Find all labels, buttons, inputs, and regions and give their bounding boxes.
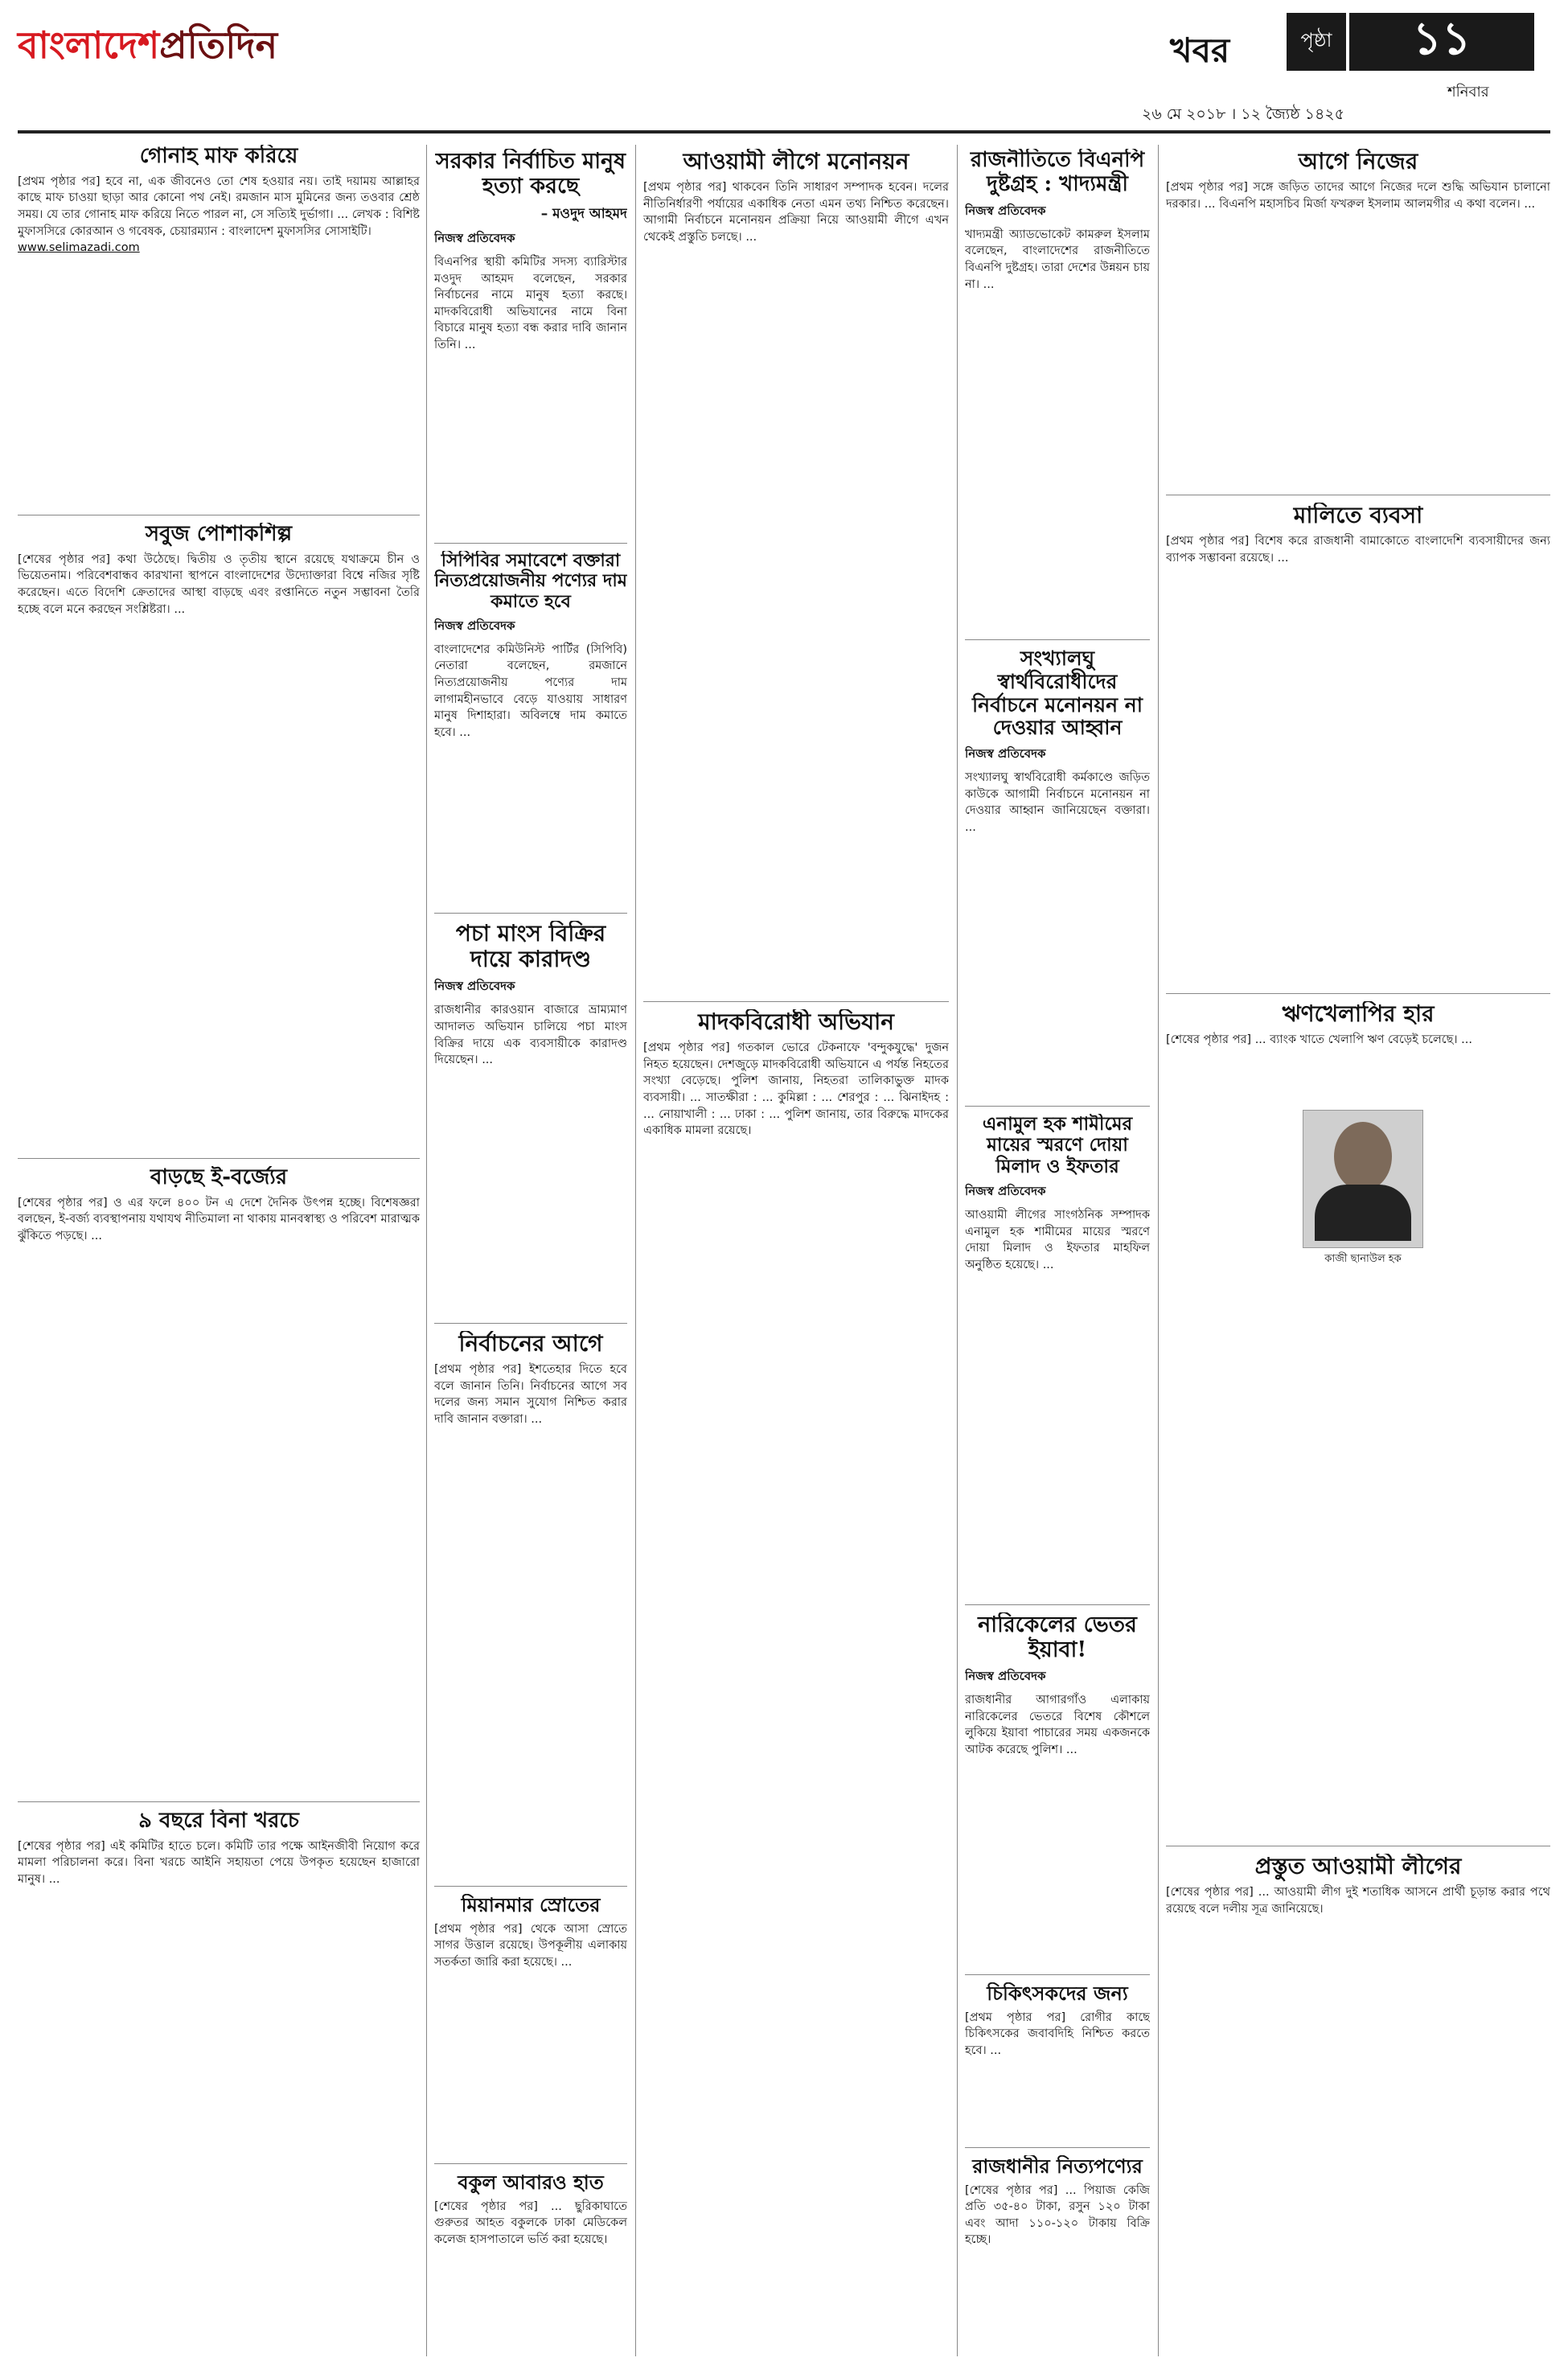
article-divider: [18, 1158, 420, 1159]
headline: আওয়ামী লীগে মনোনয়ন: [683, 149, 909, 175]
article-divider: [434, 913, 627, 914]
article-malite[interactable]: [1166, 503, 1550, 985]
column-divider: [1158, 145, 1159, 2356]
headline: রাজনীতিতে বিএনপি দুষ্টগ্রহ : খাদ্যমন্ত্রী: [970, 149, 1145, 196]
headline: বকুল আবারও হাত: [458, 2171, 604, 2194]
article-sipib[interactable]: [434, 551, 627, 905]
logo-part2: প্রতিদিন: [159, 23, 278, 67]
masthead-rule: [18, 130, 1550, 133]
article-madok[interactable]: [643, 1009, 949, 2356]
article-divider: [18, 1801, 420, 1802]
headline: নির্বাচনের আগে: [458, 1331, 603, 1357]
article-age[interactable]: [1166, 149, 1550, 487]
column-divider: [635, 145, 636, 2356]
article-body: [শেষের পৃষ্ঠার পর] এই কমিটির হাতে চলে। কমিটি তার পক্ষে আইনজীবী নিয়োগ করে মামলা পরিচালনা করে। বিনা খরচে আইনি সহায়তা পেয়ে উপকৃত হয়েছেন হাজারো মানুষ। ...: [18, 1839, 420, 1887]
article-divider: [965, 2147, 1150, 2148]
article-gonah[interactable]: [18, 145, 420, 507]
article-body: [প্রথম পৃষ্ঠার পর] ইশতেহার দিতে হবে বলে জানান তিনি। নির্বাচনের আগে সব দলের জন্য সমান সুযোগ নিশ্চিত করার দাবি জানান বক্তারা। ...: [434, 1363, 627, 1426]
article-rajdhani[interactable]: [965, 2155, 1150, 2356]
headline: গোনাহ মাফ করিয়ে: [139, 145, 298, 168]
article-divider: [643, 1001, 949, 1002]
article-divider: [434, 543, 627, 544]
article-body: [শেষের পৃষ্ঠার পর] ও এর ফলে ৪০০ টন এ দেশে দৈনিক উৎপন্ন হচ্ছে। বিশেষজ্ঞরা বলছেন, ই-বর্জ্য ব্যবস্থাপনায় যথাযথ নীতিমালা না থাকায় মানবস্বাস্থ্য ও পরিবেশ মারাত্মক ঝুঁকিতে পড়ছে। ...: [18, 1196, 420, 1243]
headline: সংখ্যালঘু স্বার্থবিরোধীদের নির্বাচনে মনোনয়ন না দেওয়ার আহ্বান: [972, 647, 1143, 740]
article-sarkar[interactable]: [434, 149, 627, 535]
article-body: খাদ্যমন্ত্রী অ্যাডভোকেট কামরুল ইসলাম বলেছেন, বাংলাদেশের রাজনীতিতে বিএনপি দুষ্টগ্রহ। তারা দেশের উন্নয়ন চায় না। ...: [965, 228, 1150, 291]
article-sobuj[interactable]: [18, 523, 420, 1150]
article-body: [প্রথম পৃষ্ঠার পর] বিশেষ করে রাজধানী বামাকোতে বাংলাদেশি ব্যবসায়ীদের জন্য ব্যাপক সম্ভাবনা রয়েছে। ...: [1166, 535, 1550, 565]
headline: পচা মাংস বিক্রির দায়ে কারাদণ্ড: [455, 921, 606, 973]
article-boku[interactable]: [434, 2171, 627, 2356]
article-body: রাজধানীর আগারগাঁও এলাকায় নারিকেলের ভেতরে বিশেষ কৌশলে লুকিয়ে ইয়াবা পাচারের সময় একজনকে আটক করেছে পুলিশ। ...: [965, 1694, 1150, 1756]
byline: নিজস্ব প্রতিবেদক: [965, 1669, 1046, 1684]
article-mizan[interactable]: [434, 1894, 627, 2159]
headline: চিকিৎসকদের জন্য: [987, 1982, 1128, 2005]
article-body: [শেষের পৃষ্ঠার পর] ... ব্যাংক খাতে খেলাপি ঋণ বেড়েই চলেছে। ...: [1166, 1033, 1472, 1047]
article-body: [প্রথম পৃষ্ঠার পর] সঙ্গে জড়িত তাদের আগে নিজের দলে শুদ্ধি অভিযান চালানো দরকার। ... বিএনপি মহাসচিব মির্জা ফখরুল ইসলাম আলমগীর এ কথা বলেন। ...: [1166, 181, 1550, 211]
article-divider: [965, 1604, 1150, 1605]
headline: প্রস্তুত আওয়ামী লীগের: [1254, 1854, 1462, 1879]
article-body: [শেষের পৃষ্ঠার পর] ... আওয়ামী লীগ দুই শতাধিক আসনে প্রার্থী চূড়ান্ত করার পথে রয়েছে বলে দলীয় সূত্র জানিয়েছে।: [1166, 1886, 1550, 1916]
photo-body: [1315, 1185, 1411, 1241]
column-divider: [957, 145, 958, 2356]
article-body: বিএনপির স্থায়ী কমিটির সদস্য ব্যারিস্টার মওদুদ আহমদ বলেছেন, সরকার নির্বাচনের নামে মানুষ হত্যা করছে। মাদকবিরোধী অভিযানের নামে বিনা বিচারে মানুষ হত্যা বন্ধ করার দাবি জানান তিনি। ...: [434, 256, 627, 351]
article-body: [শেষের পৃষ্ঠার পর] ... ছুরিকাঘাতে গুরুতর আহত বকুলকে ঢাকা মেডিকেল কলেজ হাসপাতালে ভর্তি করা হয়েছে।: [434, 2199, 627, 2246]
article-body: আওয়ামী লীগের সাংগঠনিক সম্পাদক এনামুল হক শামীমের মায়ের স্মরণে দোয়া মিলাদ ও ইফতার মাহফিল অনুষ্ঠিত হয়েছে। ...: [965, 1209, 1150, 1272]
article-divider: [434, 1323, 627, 1324]
headline: নারিকেলের ভেতর ইয়াবা!: [978, 1612, 1137, 1663]
article-bnp[interactable]: [965, 149, 1150, 631]
page-label: পৃষ্ঠা: [1287, 13, 1346, 71]
headline: সবুজ পোশাকশিল্প: [145, 523, 293, 546]
article-sangkhaloghu[interactable]: [965, 647, 1150, 1098]
page-number: ১১: [1349, 13, 1534, 71]
headline: সিপিবির সমাবেশে বক্তারা নিত্যপ্রয়োজনীয় পণ্যের দাম কমাতে হবে: [434, 551, 627, 612]
quote-author: – মওদুদ আহমদ: [540, 206, 627, 223]
article-divider: [965, 1974, 1150, 1975]
article-body: [শেষের পৃষ্ঠার পর] ... পিয়াজ কেজি প্রতি ৩৫-৪০ টাকা, রসুন ১২০ টাকা এবং আদা ১১০-১২০ টাকায় বিক্রি হচ্ছে।: [965, 2183, 1150, 2247]
byline: নিজস্ব প্রতিবেদক: [434, 979, 515, 994]
byline: নিজস্ব প্রতিবেদক: [434, 618, 515, 633]
article-divider: [434, 2163, 627, 2164]
headline: আগে নিজের: [1298, 149, 1418, 175]
article-link[interactable]: www.selimazadi.com: [18, 241, 140, 255]
article-divider: [1166, 993, 1550, 994]
article-body: বাংলাদেশের কমিউনিস্ট পার্টির (সিপিবি) নেতারা বলেছেন, রমজানে নিত্যপ্রয়োজনীয় পণ্যের দাম লাগামহীনভাবে বেড়ে যাওয়ায় সাধারণ মানুষ দিশাহারা। অবিলম্বে দাম কমাতে হবে। ...: [434, 643, 627, 739]
headline: মিয়ানমার স্রোতের: [461, 1894, 601, 1916]
article-awami[interactable]: [643, 149, 949, 993]
article-enamul[interactable]: [965, 1114, 1150, 1596]
article-body: রাজধানীর কারওয়ান বাজারে ভ্রাম্যমাণ আদালত অভিযান চালিয়ে পচা মাংস বিক্রির দায়ে এক ব্যবসায়ীকে কারাদণ্ড দিয়েছেন। ...: [434, 1004, 627, 1067]
headline: ঋণখেলাপির হার: [1282, 1001, 1435, 1027]
headline: বাড়ছে ই-বর্জ্যের: [150, 1166, 288, 1189]
article-nirbachon[interactable]: [434, 1331, 627, 1878]
column-divider: [426, 145, 427, 2356]
article-pocha[interactable]: [434, 921, 627, 1315]
headline: রাজধানীর নিত্যপণ্যের: [972, 2155, 1143, 2178]
article-body: [শেষের পৃষ্ঠার পর] কথা উঠেছে। দ্বিতীয় ও তৃতীয় স্থানে রয়েছে যথাক্রমে চীন ও ভিয়েতনাম। পরিবেশবান্ধব কারখানা স্থাপনে বাংলাদেশের উদ্যোক্তারা বিশ্বে নজির সৃষ্টি করেছেন। এতে বিদেশি ক্রেতাদের আস্থা বাড়ছে এবং রপ্তানিতে নতুন সম্ভাবনা তৈরি হচ্ছে বলে মনে করছেন সংশ্লিষ্টরা। ...: [18, 552, 420, 616]
author-photo: [1303, 1110, 1423, 1265]
headline: এনামুল হক শামীমের মায়ের স্মরণে দোয়া মিলাদ ও ইফতার: [982, 1114, 1133, 1177]
article-chikitsa[interactable]: [965, 1982, 1150, 2143]
article-prostut[interactable]: [1166, 1854, 1550, 2356]
issue-date: ২৬ মে ২০১৮ । ১২ জ্যৈষ্ঠ ১৪২৫: [1142, 105, 1344, 123]
photo-head: [1334, 1122, 1392, 1191]
article-divider: [965, 639, 1150, 640]
photo-caption: কাজী ছানাউল হক: [1324, 1253, 1402, 1265]
section-name: খবর: [1170, 31, 1230, 70]
article-ewaste[interactable]: [18, 1166, 420, 1793]
byline: নিজস্ব প্রতিবেদক: [965, 1184, 1046, 1199]
article-body: [প্রথম পৃষ্ঠার পর] থাকবেন তিনি সাধারণ সম্পাদক হবেন। দলের নীতিনির্ধারণী পর্যায়ের একাধিক নেতা এমন তথ্য নিশ্চিত করেছেন। আগামী নির্বাচনে মনোনয়ন প্রক্রিয়া নিয়ে আওয়ামী লীগে এখন থেকেই প্রস্তুতি চলছে। ...: [643, 181, 949, 244]
article-narikel[interactable]: [965, 1612, 1150, 1966]
headline: মালিতে ব্যবসা: [1293, 503, 1423, 528]
newspaper-logo[interactable]: [18, 18, 277, 79]
article-body: সংখ্যালঘু স্বার্থবিরোধী কর্মকাণ্ডে জড়িত কাউকে আগামী নির্বাচনে মনোনয়ন না দেওয়ার আহ্বান জানিয়েছেন বক্তারা। ...: [965, 771, 1150, 834]
byline: নিজস্ব প্রতিবেদক: [965, 203, 1046, 218]
article-divider: [434, 1886, 627, 1887]
headline: সরকার নির্বাচিত মানুষ হত্যা করছে: [435, 149, 626, 199]
article-body: [প্রথম পৃষ্ঠার পর] থেকে আসা স্রোতে সাগর উত্তাল রয়েছে। উপকূলীয় এলাকায় সতর্কতা জারি করা হয়েছে। ...: [434, 1922, 627, 1969]
article-body: [প্রথম পৃষ্ঠার পর] গতকাল ভোরে টেকনাফে 'বন্দুকযুদ্ধে' দুজন নিহত হয়েছেন। দেশজুড়ে মাদকবিরোধী অভিযানে এ পর্যন্ত নিহতের সংখ্যা বেড়েছে। পুলিশ জানায়, নিহতরা তালিকাভুক্ত মাদক ব্যবসায়ী। ... সাতক্ষীরা : ... কুমিল্লা : ... শেরপুর : ... ঝিনাইদহ : ... নোয়াখালী : ... ঢাকা : ... পুলিশ জানায়, তার বিরুদ্ধে মাদকের একাধিক মামলা রয়েছে।: [643, 1041, 949, 1138]
article-bina[interactable]: [18, 1809, 420, 2356]
logo-part1: বাংলাদেশ: [18, 23, 160, 67]
masthead: [0, 0, 1568, 143]
page-indicator: [1287, 13, 1544, 71]
headline: ৯ বছরে বিনা খরচে: [138, 1809, 299, 1833]
byline: নিজস্ব প্রতিবেদক: [965, 746, 1046, 761]
headline: মাদকবিরোধী অভিযান: [698, 1009, 894, 1035]
article-body: [প্রথম পৃষ্ঠার পর] রোগীর কাছে চিকিৎসকের জবাবদিহি নিশ্চিত করতে হবে। ...: [965, 2011, 1150, 2057]
article-divider: [965, 1106, 1150, 1107]
weekday: শনিবার: [1447, 84, 1489, 101]
byline: নিজস্ব প্রতিবেদক: [434, 231, 515, 246]
article-body: [প্রথম পৃষ্ঠার পর] হবে না, এক জীবনেও তো শেষ হওয়ার নয়। তাই দয়াময় আল্লাহর কাছে মাফ চাওয়া ছাড়া আর কোনো পথ নেই। রমজান মাস মুমিনের জন্য তওবার শ্রেষ্ঠ সময়। যে তার গোনাহ মাফ করিয়ে নিতে পারল না, সে সত্যিই দুর্ভাগা। ... লেখক : বিশিষ্ট মুফাসসিরে কোরআন ও গবেষক, চেয়ারম্যান : বাংলাদেশ মুফাসসির সোসাইটি।: [18, 175, 420, 238]
